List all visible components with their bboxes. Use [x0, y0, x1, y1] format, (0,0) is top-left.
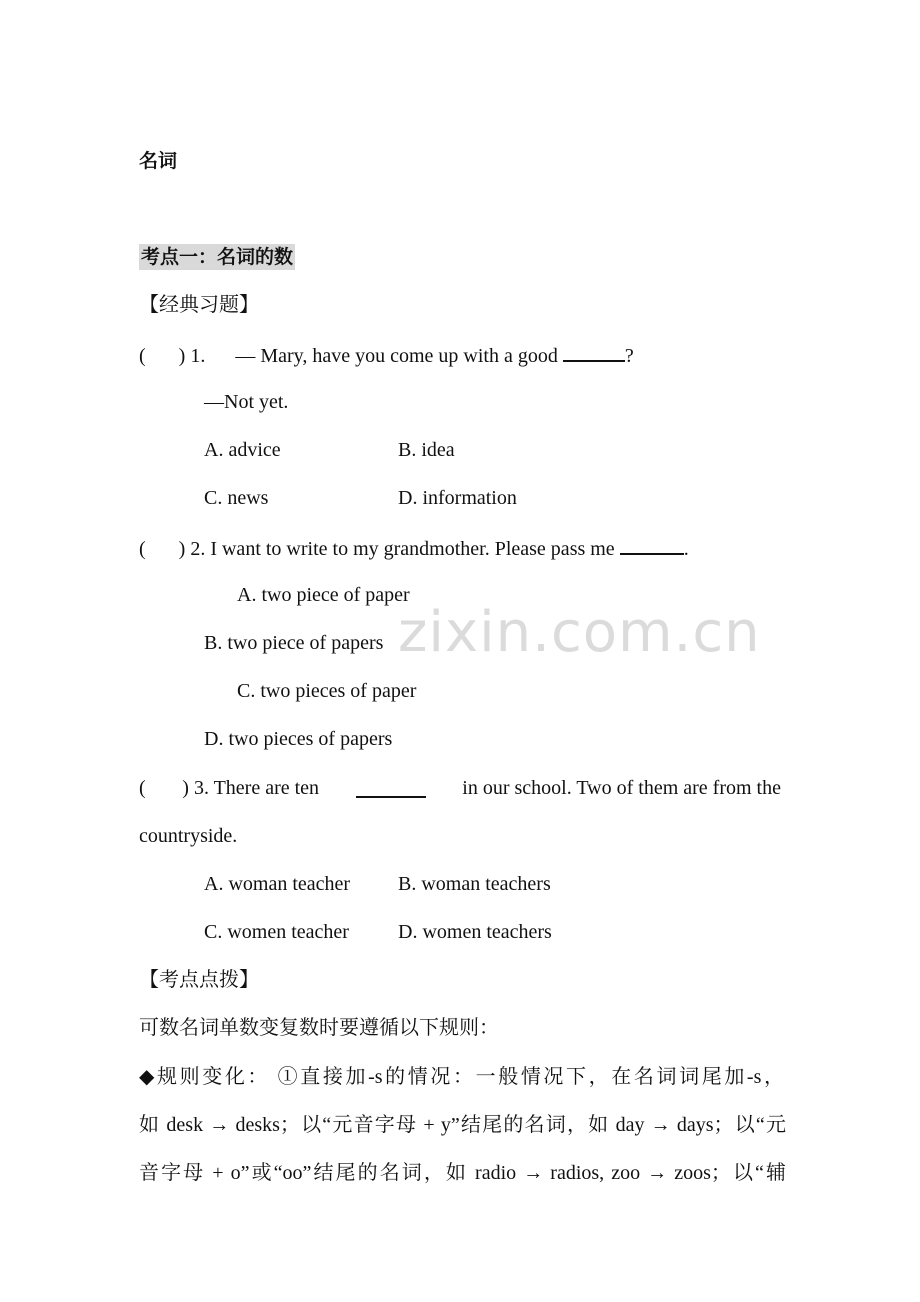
q1-paren-open: (	[139, 345, 146, 367]
question-1	[139, 342, 634, 368]
tips-label: 【考点点拨】	[139, 969, 259, 991]
q2-text: ) 2. I want to write to my grandmother. Please pass me	[178, 538, 615, 560]
q2-end: .	[683, 538, 689, 560]
q3-option-c: C. women teacher	[204, 921, 349, 943]
rule-line-2: 如 desk → desks；以“元音字母 + y”结尾的名词，如 day → days；以“元	[139, 1114, 786, 1136]
q3-option-b: B. woman teachers	[398, 873, 551, 895]
q3-option-d: D. women teachers	[398, 921, 552, 943]
question-2	[139, 535, 689, 561]
q1-number: ) 1.	[178, 345, 206, 367]
q3-paren-open: (	[139, 777, 146, 799]
q3-text2: in our school. Two of them are from the	[462, 777, 781, 799]
section-heading	[139, 245, 295, 269]
q2-option-a: A. two piece of paper	[237, 584, 410, 606]
classic-label: 【经典习题】	[139, 294, 259, 316]
q2-paren-open: (	[139, 538, 146, 560]
q1-option-b: B. idea	[398, 439, 455, 461]
q1-reply: —Not yet.	[204, 391, 289, 413]
q2-option-d: D. two pieces of papers	[204, 728, 393, 750]
answer-blank	[356, 778, 426, 798]
answer-blank	[620, 535, 684, 555]
q1-option-d: D. information	[398, 487, 517, 509]
q1-text: — Mary, have you come up with a good	[235, 345, 558, 367]
rule-line-1: ◆规则变化： ①直接加-s的情况：一般情况下，在名词词尾加-s，	[139, 1066, 784, 1088]
q2-option-c: C. two pieces of paper	[237, 680, 417, 702]
q3-continuation: countryside.	[139, 825, 238, 847]
answer-blank	[563, 342, 625, 362]
page-title: 名词	[139, 150, 178, 172]
rule-intro: 可数名词单数变复数时要遵循以下规则：	[139, 1017, 499, 1039]
q1-end: ?	[624, 345, 634, 367]
question-3	[139, 776, 781, 800]
q3-option-a: A. woman teacher	[204, 873, 351, 895]
watermark: zixin.com.cn	[398, 600, 761, 665]
rule-line-3: 音字母 + o”或“oo”结尾的名词，如 radio → radios, zoo → zoos；以“辅	[139, 1162, 786, 1184]
q1-option-c: C. news	[204, 487, 269, 509]
q3-text: ) 3. There are ten	[182, 777, 320, 799]
section-heading-text: 考点一：名词的数	[141, 246, 294, 268]
q2-option-b: B. two piece of papers	[204, 632, 384, 654]
q1-option-a: A. advice	[204, 439, 281, 461]
